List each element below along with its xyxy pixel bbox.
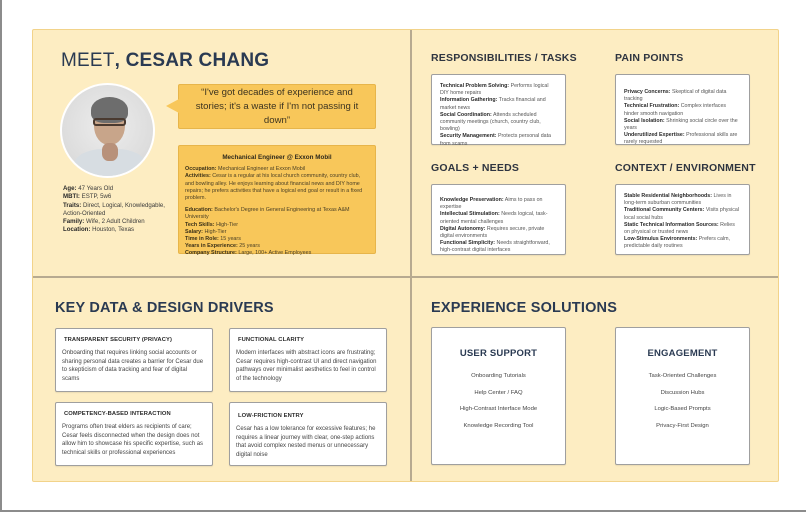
job-time-in-role: Time in Role: 15 years xyxy=(185,236,241,243)
persona-photo xyxy=(60,83,155,178)
title-comma: , xyxy=(114,50,121,71)
job-tech-skills: Tech Skills: High-Tier xyxy=(185,221,239,228)
job-education: Education: Bachelor's Degree in General Engineering at Texas A&M University xyxy=(185,207,350,221)
list-item: Static Technical Information Sources: Relies on physical or trusted news xyxy=(624,221,735,236)
list-item: Social Isolation: Shrinking social circle over the years xyxy=(624,117,738,132)
title-prefix: MEET xyxy=(61,50,115,71)
driver-card-privacy xyxy=(55,328,213,392)
bio-mbti: MBTI: ESTP, 5w6 xyxy=(63,193,112,201)
list-item: Knowledge Preservation: Aims to pass on expertise xyxy=(440,197,543,211)
solution-item: Privacy-First Design xyxy=(656,422,709,429)
persona-board xyxy=(32,29,779,482)
driver-title: TRANSPARENT SECURITY (PRIVACY) xyxy=(64,337,172,343)
solution-title: USER SUPPORT xyxy=(459,348,538,359)
job-years-experience: Years in Experience: 25 years xyxy=(185,243,260,250)
job-title: Mechanical Engineer @ Exxon Mobil xyxy=(222,154,332,161)
list-item: Stable Residential Neighborhoods: Lives in long-term suburban communities xyxy=(624,193,732,207)
list-item: Digital Autonomy: Requires secure, private digital environments xyxy=(440,225,545,240)
persona-quote xyxy=(178,84,376,129)
driver-text: Onboarding that requires linking social accounts or sharing personal data creates a barrier for Cesar due to skepticism of data tracking and fear of digital scams xyxy=(62,350,204,382)
driver-card-low-friction xyxy=(229,402,387,466)
job-salary: Salary: High-Tier xyxy=(185,228,227,235)
solution-item: High-Contrast Interface Mode xyxy=(459,406,538,412)
bio-location: Location: Houston, Texas xyxy=(63,226,135,234)
solution-item: Task-Oriented Challenges xyxy=(648,373,717,379)
solution-item: Knowledge Recording Tool xyxy=(463,422,534,429)
pain-points-heading: PAIN POINTS xyxy=(615,52,684,64)
driver-title: COMPETENCY-BASED INTERACTION xyxy=(64,411,171,417)
list-item: Social Coordination: Attends scheduled community meetings (church, country club, bowling) xyxy=(440,111,541,133)
vertical-divider xyxy=(410,30,412,481)
list-item: Low-Stimulus Environments: Prefers calm, predictable daily routines xyxy=(624,236,730,250)
solutions-heading: EXPERIENCE SOLUTIONS xyxy=(431,300,618,316)
driver-text: Cesar has a low tolerance for excessive features; he requires a linear journey with clear, one-step actions that avoid complex nested menus or unnecessary digital noise xyxy=(236,426,376,458)
solution-title: ENGAGEMENT xyxy=(647,348,718,359)
goals-card xyxy=(431,184,566,255)
persona-bio xyxy=(63,185,173,235)
bio-age: Age: 47 Years Old xyxy=(63,185,114,192)
solution-item: Onboarding Tutorials xyxy=(471,373,526,379)
pain-points-card xyxy=(615,74,750,145)
driver-card-competency xyxy=(55,402,213,466)
context-card xyxy=(615,184,750,255)
driver-title: FUNCTIONAL CLARITY xyxy=(238,337,305,343)
job-company-structure: Company Structure: Large, 100+ Active Employees xyxy=(185,250,312,257)
list-item: Privacy Concerns: Skeptical of digital data tracking xyxy=(624,89,727,103)
horizontal-divider xyxy=(33,276,778,278)
list-item: Information Gathering: Tracks financial and market news xyxy=(440,97,546,111)
solution-item: Discussion Hubs xyxy=(660,389,705,396)
bio-traits: Traits: Direct, Logical, Knowledgable, Action-Oriented xyxy=(63,201,165,217)
bio-family: Family: Wife, 2 Adult Children xyxy=(63,218,145,226)
solution-card-user-support xyxy=(431,327,566,465)
quote-text: “I've got decades of experience and stories; it's a waste if I'm not passing it down” xyxy=(195,86,359,126)
persona-name: CESAR CHANG xyxy=(125,50,270,71)
list-item: Intellectual Stimulation: Needs logical, task-oriented mental challenges xyxy=(440,211,548,225)
driver-text: Programs often treat elders as recipients of care; Cesar feels disconnected when the design does not allow him to showcase his specific expertise, such as technical skills or professional experiences xyxy=(62,424,204,456)
driver-title: LOW-FRICTION ENTRY xyxy=(238,413,304,419)
list-item: Functional Simplicity: Needs straightforward, high-contrast digital interfaces xyxy=(440,240,550,254)
solution-item: Help Center / FAQ xyxy=(474,389,523,396)
responsibilities-heading: RESPONSIBILITIES / TASKS xyxy=(431,52,577,64)
driver-card-clarity xyxy=(229,328,387,392)
job-occupation: Occupation: Mechanical Engineer at Exxon Mobil xyxy=(185,166,306,173)
solution-item: Logic-Based Prompts xyxy=(654,406,711,412)
persona-title xyxy=(61,50,269,72)
job-activities: Activities: Cesar is a regular at his local church community, country club, and bowling alley. He enjoys learning about financial news and DIY home repairs; he prefers activities that have a logical end goal or result in a fixed problem. xyxy=(185,173,363,202)
responsibilities-card xyxy=(431,74,566,145)
list-item: Technical Frustration: Complex interfaces hinder smooth navigation xyxy=(624,103,727,117)
list-item: Security Management: Protects personal data from scams xyxy=(440,133,551,147)
driver-text: Modern interfaces with abstract icons are frustrating; Cesar requires high-contrast UI and direct navigation pathways over minimalist aesthetics to feel in control of the technology xyxy=(236,350,377,382)
list-item: Underutilized Expertise: Professional skills are rarely requested xyxy=(624,132,738,146)
drivers-heading: KEY DATA & DESIGN DRIVERS xyxy=(55,300,274,316)
solution-card-engagement xyxy=(615,327,750,465)
context-heading: CONTEXT / ENVIRONMENT xyxy=(615,162,756,174)
list-item: Traditional Community Centers: Visits physical local social hubs xyxy=(624,207,740,221)
list-item: Technical Problem Solving: Performs logical DIY home repairs xyxy=(440,83,549,97)
job-card xyxy=(178,145,376,257)
goals-heading: GOALS + NEEDS xyxy=(431,162,520,174)
